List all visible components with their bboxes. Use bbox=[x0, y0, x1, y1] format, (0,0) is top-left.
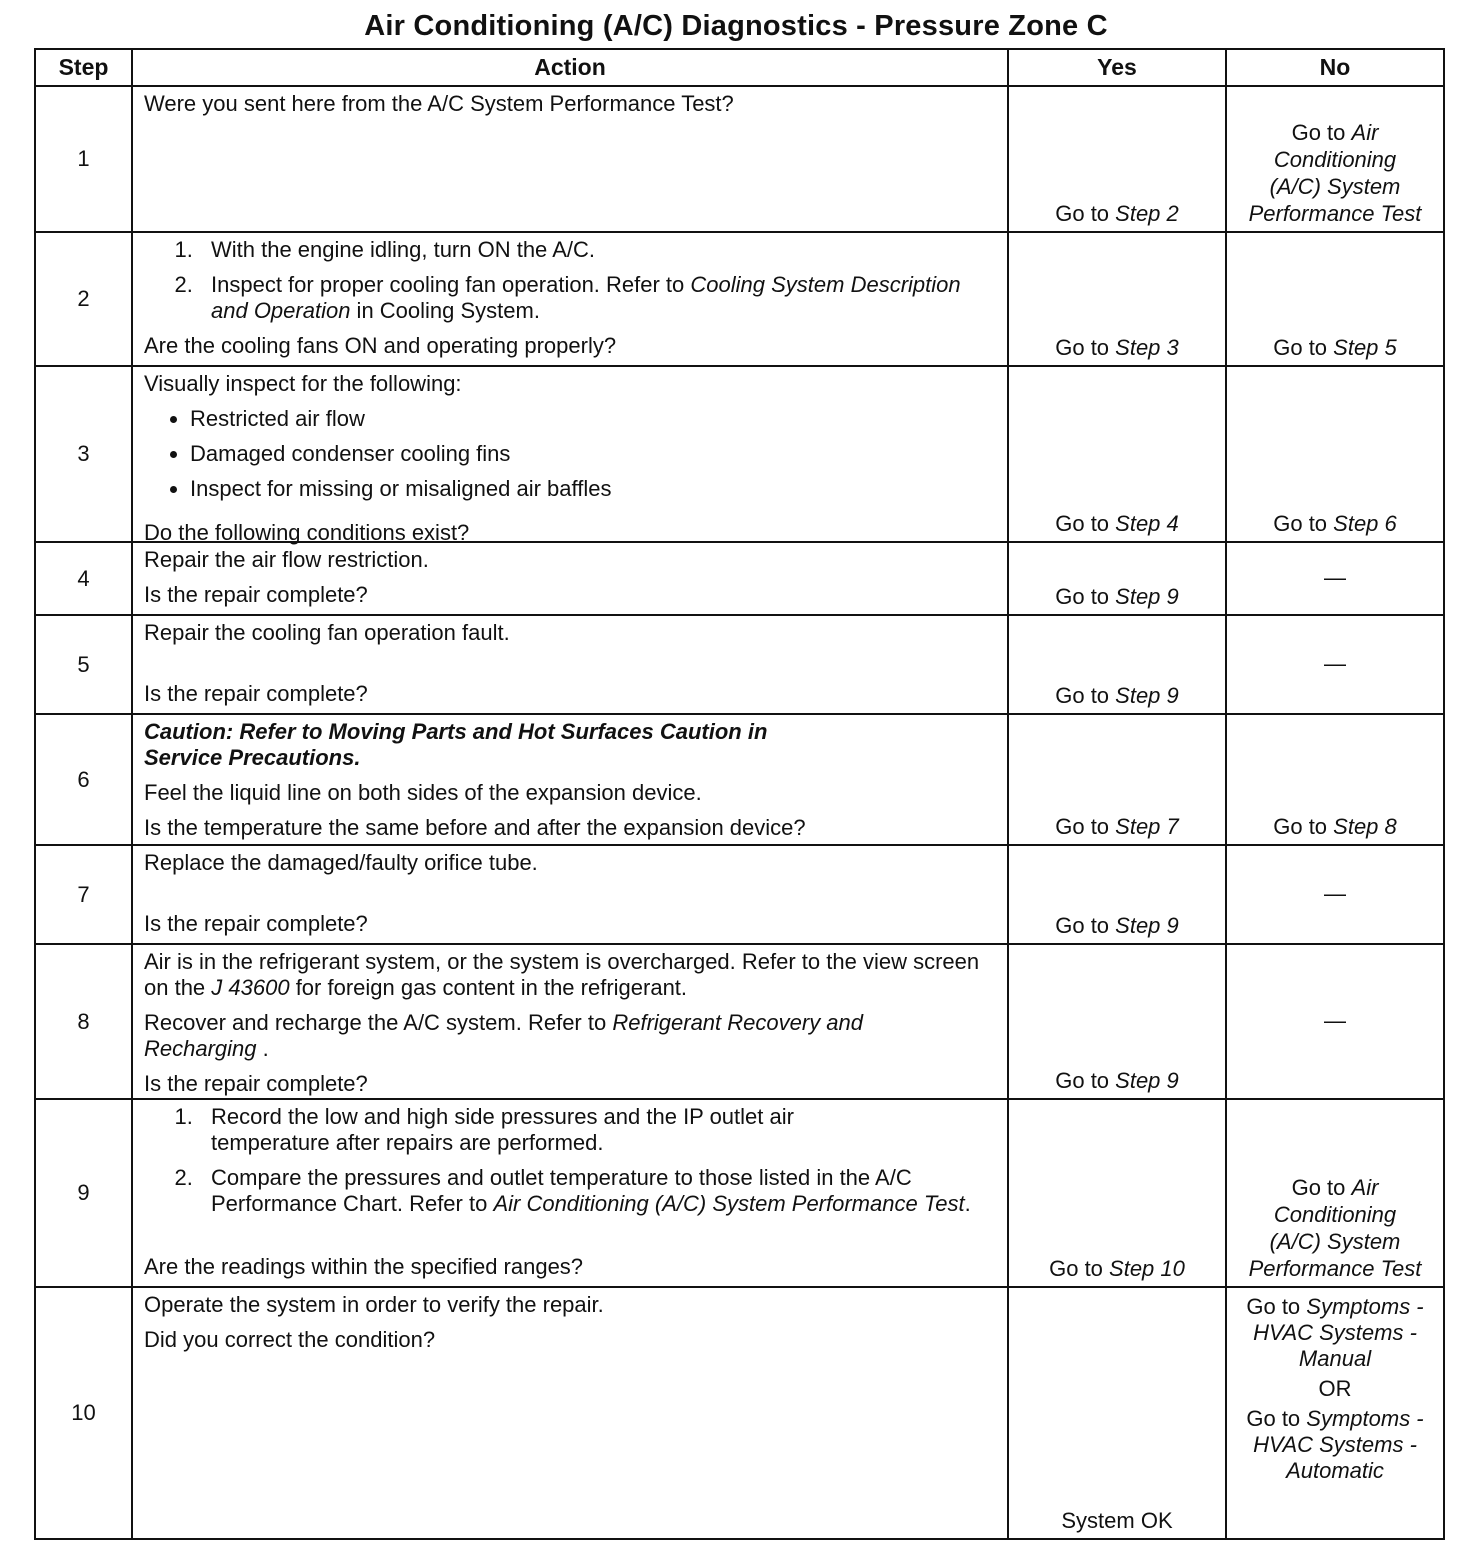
yes-ref: Step 4 bbox=[1115, 511, 1179, 536]
reference-link: Cooling System Description and Operation bbox=[211, 272, 961, 323]
step-number: 5 bbox=[35, 615, 132, 714]
step-number: 4 bbox=[35, 542, 132, 615]
list-item: • Restricted air flow bbox=[190, 406, 997, 432]
no-cell: Go to Step 8 bbox=[1226, 714, 1444, 845]
action-text: Repair the cooling fan operation fault. bbox=[144, 620, 510, 645]
or-separator: OR bbox=[1318, 1376, 1352, 1401]
yes-cell: Go to Step 9 bbox=[1008, 845, 1226, 944]
header-row bbox=[35, 49, 1444, 86]
yes-cell bbox=[1008, 1287, 1226, 1539]
table-row bbox=[35, 86, 1444, 232]
no-prefix: Go to bbox=[1291, 120, 1352, 145]
header-yes: Yes bbox=[1008, 49, 1226, 86]
no-cell bbox=[1226, 845, 1444, 944]
yes-ref: Step 9 bbox=[1115, 913, 1179, 938]
no-ref: Step 6 bbox=[1333, 511, 1397, 536]
question: Is the repair complete? bbox=[144, 681, 368, 706]
table-row bbox=[35, 542, 1444, 615]
step-number: 3 bbox=[35, 366, 132, 542]
caution-notice: Caution: Refer to Moving Parts and Hot Surfaces Caution in Service Precautions. bbox=[144, 719, 768, 770]
action-text: Repair the air flow restriction. bbox=[144, 547, 429, 572]
no-dash: — bbox=[1324, 1008, 1346, 1033]
question: Are the cooling fans ON and operating properly? bbox=[144, 333, 617, 358]
yes-cell: Go to Step 7 bbox=[1008, 714, 1226, 845]
table-row bbox=[35, 944, 1444, 1099]
action-text: Replace the damaged/faulty orifice tube. bbox=[144, 850, 538, 875]
no-dash: — bbox=[1324, 565, 1346, 590]
no-ref: Air Conditioning (A/C) System Performance Test bbox=[1248, 120, 1422, 226]
yes-cell: Go to Step 9 bbox=[1008, 944, 1226, 1099]
yes-ref: Step 3 bbox=[1115, 335, 1179, 360]
step-number: 9 bbox=[35, 1099, 132, 1287]
yes-cell: Go to Step 9 bbox=[1008, 615, 1226, 714]
question: Do the following conditions exist? bbox=[144, 520, 470, 545]
yes-ref: Step 7 bbox=[1115, 814, 1179, 839]
table-row bbox=[35, 1287, 1444, 1539]
yes-cell: Go to Step 3 bbox=[1008, 232, 1226, 366]
no-ref: Step 8 bbox=[1333, 814, 1397, 839]
action-text: Air is in the refrigerant system, or the system is overcharged. Refer to the view screen on the J 43600 for foreign gas content in the refrigerant. bbox=[144, 949, 980, 1000]
bullet-list bbox=[144, 406, 997, 511]
question: Did you correct the condition? bbox=[144, 1327, 436, 1352]
action-cell bbox=[132, 232, 1008, 366]
no-cell bbox=[1226, 86, 1444, 232]
no-cell: Go to Air Conditioning (A/C) System Performance Test bbox=[1226, 1099, 1444, 1287]
yes-cell bbox=[1008, 86, 1226, 232]
table-row bbox=[35, 232, 1444, 366]
table-row bbox=[35, 615, 1444, 714]
no-cell: Go to Step 5 bbox=[1226, 232, 1444, 366]
yes-cell: Go to Step 4 bbox=[1008, 366, 1226, 542]
no-cell: Go to Step 6 bbox=[1226, 366, 1444, 542]
reference-link: Refrigerant Recovery and Recharging bbox=[144, 1010, 864, 1061]
list-item: • Inspect for missing or misaligned air baffles bbox=[190, 476, 997, 502]
step-number: 8 bbox=[35, 944, 132, 1099]
action-cell bbox=[132, 86, 1008, 232]
yes-ref: Step 9 bbox=[1115, 584, 1179, 609]
diagnostic-table bbox=[34, 48, 1445, 1540]
system-ok-text: System OK bbox=[1061, 1508, 1173, 1533]
table-row bbox=[35, 845, 1444, 944]
question: Is the repair complete? bbox=[144, 582, 368, 607]
no-ref: Symptoms - HVAC Systems - Automatic bbox=[1253, 1406, 1424, 1483]
action-cell bbox=[132, 944, 1008, 1099]
step-number: 2 bbox=[35, 232, 132, 366]
action-text: Feel the liquid line on both sides of the expansion device. bbox=[144, 780, 702, 805]
no-cell bbox=[1226, 1287, 1444, 1539]
reference-link: Air Conditioning (A/C) System Performance Test bbox=[493, 1191, 965, 1216]
list-item: 2. Inspect for proper cooling fan operation. Refer to Cooling System Description and Operation in Cooling System. bbox=[199, 272, 997, 324]
table-row bbox=[35, 366, 1444, 542]
action-cell bbox=[132, 366, 1008, 545]
header-action: Action bbox=[132, 49, 1008, 86]
table-row bbox=[35, 714, 1444, 845]
yes-ref: Step 9 bbox=[1115, 1068, 1179, 1093]
page-title: Air Conditioning (A/C) Diagnostics - Pressure Zone C bbox=[364, 10, 1108, 42]
action-cell bbox=[132, 1099, 1008, 1287]
no-ref: Air Conditioning (A/C) System Performance Test bbox=[1248, 1175, 1422, 1281]
no-ref: Symptoms - HVAC Systems - Manual bbox=[1253, 1294, 1424, 1371]
yes-ref: Step 9 bbox=[1115, 683, 1179, 708]
action-cell bbox=[132, 1287, 1008, 1539]
no-option-manual: Go to Symptoms - HVAC Systems - Manual bbox=[1246, 1294, 1424, 1371]
question: Are the readings within the specified ranges? bbox=[144, 1254, 584, 1279]
yes-ref: Step 10 bbox=[1109, 1256, 1185, 1281]
action-cell bbox=[132, 615, 1008, 714]
list-item: 2. Compare the pressures and outlet temperature to those listed in the A/C Performance Chart. Refer to Air Conditioning (A/C) System Performance Test. bbox=[199, 1165, 997, 1217]
intro-text: Visually inspect for the following: bbox=[144, 371, 462, 396]
list-item: 1. Record the low and high side pressures and the IP outlet air temperature after repairs are performed. bbox=[199, 1104, 997, 1156]
step-number: 1 bbox=[35, 86, 132, 232]
yes-ref: Step 2 bbox=[1115, 201, 1179, 226]
tool-ref: J 43600 bbox=[211, 975, 290, 1000]
action-text: Operate the system in order to verify the repair. bbox=[144, 1292, 604, 1317]
question: Were you sent here from the A/C System Performance Test? bbox=[144, 91, 734, 116]
step-number: 6 bbox=[35, 714, 132, 845]
header-no: No bbox=[1226, 49, 1444, 86]
no-cell bbox=[1226, 944, 1444, 1099]
step-number: 10 bbox=[35, 1287, 132, 1539]
yes-cell: Go to Step 9 bbox=[1008, 542, 1226, 615]
question: Is the repair complete? bbox=[144, 1071, 368, 1096]
no-ref: Step 5 bbox=[1333, 335, 1397, 360]
yes-prefix: Go to bbox=[1055, 201, 1116, 226]
question: Is the temperature the same before and after the expansion device? bbox=[144, 815, 806, 840]
no-dash: — bbox=[1324, 881, 1346, 906]
no-cell bbox=[1226, 615, 1444, 714]
no-dash: — bbox=[1324, 651, 1346, 676]
question: Is the repair complete? bbox=[144, 911, 368, 936]
no-option-automatic: Go to Symptoms - HVAC Systems - Automatic bbox=[1246, 1406, 1424, 1483]
step-number: 7 bbox=[35, 845, 132, 944]
action-cell bbox=[132, 845, 1008, 944]
action-cell bbox=[132, 714, 1008, 845]
table-row bbox=[35, 1099, 1444, 1287]
header-step: Step bbox=[35, 49, 132, 86]
list-item: 1. With the engine idling, turn ON the A/C. bbox=[199, 237, 997, 263]
yes-cell: Go to Step 10 bbox=[1008, 1099, 1226, 1287]
numbered-list bbox=[144, 1104, 997, 1217]
list-item: • Damaged condenser cooling fins bbox=[190, 441, 997, 467]
numbered-list bbox=[144, 237, 997, 324]
no-cell bbox=[1226, 542, 1444, 615]
action-cell bbox=[132, 542, 1008, 615]
action-text: Recover and recharge the A/C system. Refer to Refrigerant Recovery and Recharging . bbox=[144, 1010, 864, 1061]
